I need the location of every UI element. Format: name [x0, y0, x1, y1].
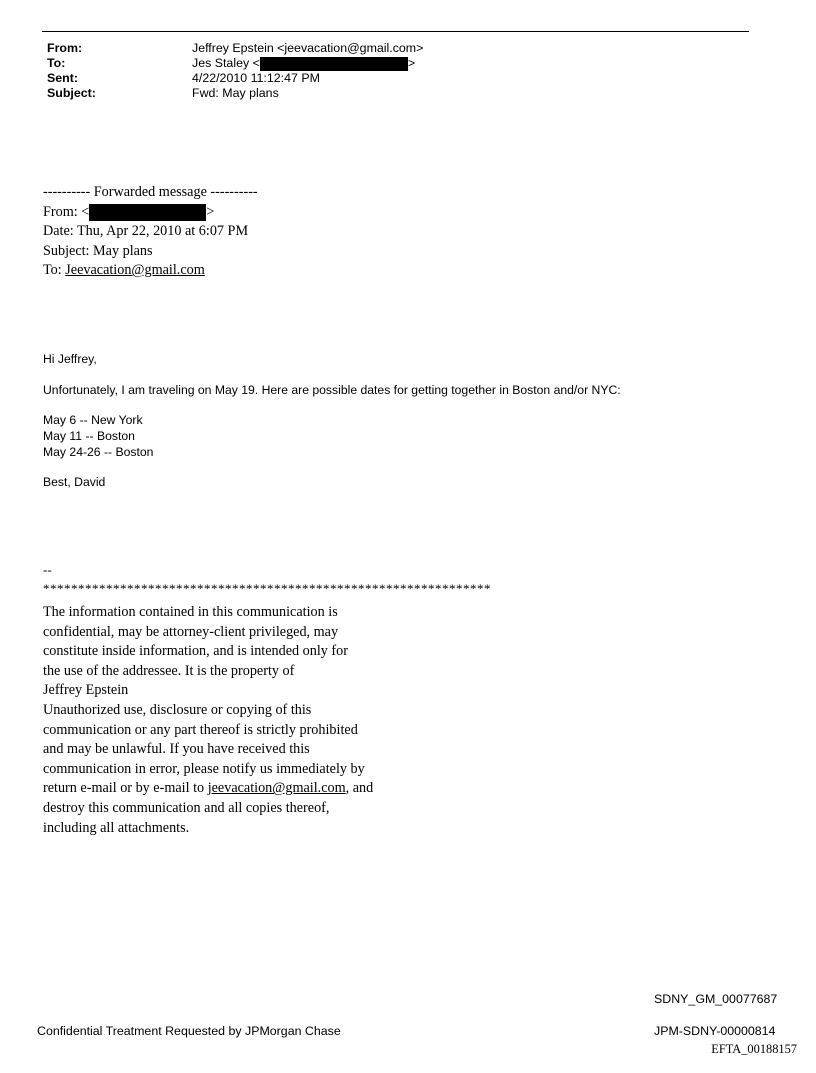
date-list	[43, 412, 153, 460]
list-item: May 24-26 -- Boston	[43, 445, 154, 459]
forwarded-subject: Subject: May plans	[43, 242, 153, 259]
confidential-treatment-notice: Confidential Treatment Requested by JPMorgan Chase	[37, 1024, 341, 1038]
disclaimer-email-link[interactable]: jeevacation@gmail.com	[207, 780, 346, 797]
header-to-row	[47, 56, 423, 71]
disclaimer-line: confidential, may be attorney-client privileged, may	[43, 623, 339, 640]
disclaimer-email-suffix: , and	[345, 780, 374, 797]
from-value: Jeffrey Epstein <jeevacation@gmail.com>	[192, 41, 424, 55]
disclaimer-line: The information contained in this communication is	[43, 604, 338, 620]
confidentiality-disclaimer	[43, 603, 443, 838]
sent-label: Sent:	[47, 71, 78, 85]
greeting: Hi Jeffrey,	[43, 352, 97, 366]
list-item: May 6 -- New York	[43, 413, 143, 427]
disclaimer-line: destroy this communication and all copies thereof,	[43, 799, 330, 816]
subject-label: Subject:	[47, 86, 96, 100]
message-intro: Unfortunately, I am traveling on May 19. Here are possible dates for getting together in Boston and/or NYC:	[43, 383, 621, 397]
forwarded-to-email-link[interactable]: Jeevacation@gmail.com	[65, 262, 205, 278]
redaction-box	[260, 57, 408, 71]
header-sent-row	[47, 71, 423, 86]
forwarded-banner: ---------- Forwarded message ----------	[43, 184, 258, 200]
to-label: To:	[47, 56, 66, 70]
disclaimer-line: Jeffrey Epstein	[43, 682, 129, 699]
header-subject-row	[47, 86, 423, 101]
bates-number-sdny: SDNY_GM_00077687	[654, 992, 778, 1006]
email-header	[47, 41, 423, 101]
signature-stars: ****************************************************************	[43, 581, 491, 596]
disclaimer-line: Unauthorized use, disclosure or copying of this	[43, 701, 312, 718]
bates-number-jpm: JPM-SDNY-00000814	[654, 1024, 776, 1038]
to-value-prefix: Jes Staley <	[192, 56, 260, 70]
forwarded-to-prefix: To:	[43, 262, 66, 278]
disclaimer-email-prefix: return e-mail or by e-mail to	[43, 780, 208, 797]
disclaimer-line: including all attachments.	[43, 819, 190, 836]
header-from-row	[47, 41, 423, 56]
disclaimer-line: communication in error, please notify us immediately by	[43, 760, 365, 777]
efta-number: EFTA_00188157	[711, 1042, 797, 1056]
from-label: From:	[47, 41, 83, 55]
forwarded-from	[43, 203, 258, 223]
disclaimer-line: the use of the addressee. It is the property of	[43, 662, 295, 679]
subject-value: Fwd: May plans	[192, 86, 279, 100]
to-value	[192, 56, 415, 71]
disclaimer-line: and may be unlawful. If you have received this	[43, 741, 310, 758]
list-item: May 11 -- Boston	[43, 429, 135, 443]
to-value-suffix: >	[407, 56, 416, 70]
disclaimer-line: communication or any part thereof is strictly prohibited	[43, 721, 358, 738]
top-divider	[42, 31, 749, 32]
forwarded-date: Date: Thu, Apr 22, 2010 at 6:07 PM	[43, 223, 249, 239]
signoff: Best, David	[43, 475, 106, 489]
signature-separator: --	[43, 562, 52, 577]
disclaimer-line: constitute inside information, and is intended only for	[43, 643, 348, 660]
forwarded-from-prefix: From: <	[43, 203, 90, 220]
redaction-box	[89, 204, 206, 221]
sent-value: 4/22/2010 11:12:47 PM	[192, 71, 320, 85]
forwarded-to	[43, 261, 258, 281]
disclaimer-line	[43, 779, 443, 799]
forwarded-message-header	[43, 183, 258, 281]
forwarded-from-suffix: >	[206, 203, 215, 220]
